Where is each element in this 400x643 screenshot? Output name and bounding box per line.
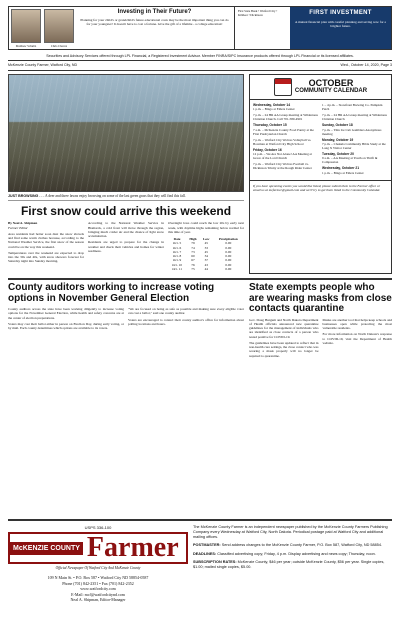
calendar-event <box>253 103 319 111</box>
table-cell: Oct. 8 <box>172 254 182 259</box>
article-snow-p3: According to the National Weather Service in Bismarck, a cold front will move through the region, bringing much colder air and the chance of light snow accumulation. <box>88 221 164 239</box>
ad-disclaimer: Securities and Advisory Services offered through LPL Financial, a Registered Investment Advisor. Member FINRA/SIPC Insurance products offered through LPL Financial or its licensed affiliates. <box>8 53 392 61</box>
article-voting-p2: Voters may cast their ballot either in person on Election Day, during early voting, or by mail. Each county determines which options are available to its voters. <box>8 321 124 331</box>
table-cell: 75 <box>191 266 195 271</box>
caption-text: A deer and three fawns enjoy browsing on some of the last green grass that they will find this fall. <box>45 193 186 198</box>
article-voting-p4: Voters are encouraged to contact their county auditor's office for information about polling locations and hours. <box>128 317 244 326</box>
table-cell: 0.00 <box>225 249 232 254</box>
table-cell: 37 <box>204 258 208 263</box>
weather-table-header: Low <box>203 237 210 242</box>
pub-website-link[interactable]: www.watfordcity.com <box>80 586 116 592</box>
table-cell: 0.00 <box>225 266 232 271</box>
calendar-event <box>322 123 388 135</box>
table-cell: Oct. 10 <box>172 262 183 267</box>
calendar-event-text: 7 p.m. – Thin Ice Cub Gamblers Anonymous meeting <box>322 127 382 136</box>
table-row <box>168 267 244 271</box>
article-voting-p3: "We are focused on being as safe as possible and making sure every eligible voter can cast a ballot," said one county auditor. <box>128 307 244 316</box>
bank-info: First State Bank • Watford City • Killdeer • Dickinson <box>238 9 278 17</box>
table-cell: 0.00 <box>225 254 232 259</box>
ad-photo-2 <box>44 9 74 49</box>
page-masthead <box>8 61 392 70</box>
calendar-event <box>253 113 319 121</box>
top-left <box>8 74 244 274</box>
calendar-event <box>322 166 388 174</box>
weather-table-header: Precipitation <box>218 237 238 242</box>
weather-table <box>168 237 244 271</box>
calendar-event <box>322 138 388 150</box>
pub-address: 109 N Main St. • P.O. Box 587 • Watford City ND 58854-0587 <box>47 575 149 581</box>
article-masks-columns <box>249 318 392 360</box>
table-cell: 76 <box>191 262 195 267</box>
bank-sub: A mutual financial plan with careful planning and saving now for a brighter future. <box>294 19 387 28</box>
subscription-text: McKenzie County, $46 per year; outside McKenzie County, $56 per year. Single copies, $1.00; mailed single copies, $5.00. <box>193 559 385 569</box>
table-cell: 34 <box>204 254 208 259</box>
lower-section <box>8 278 392 360</box>
usps-number: USPS 336-100 <box>84 525 112 530</box>
article-masks-col-2 <box>323 318 393 360</box>
publication-info <box>8 575 188 602</box>
article-masks-col-1 <box>249 318 319 360</box>
table-cell: Oct. 5 <box>172 241 182 246</box>
table-cell: 79 <box>191 241 195 246</box>
ad-photo-1-caption: Matthew Schultz <box>15 44 37 49</box>
calendar-col-2 <box>322 103 388 177</box>
table-cell: 44 <box>204 266 208 271</box>
calendar-title-bottom: COMMUNITY CALENDAR <box>294 88 368 95</box>
caption-lead: JUST BROWSING . . . <box>8 193 45 198</box>
calendar-event-text: 1 p.m. – Bingo at Elders Center <box>253 107 295 112</box>
calendar-title <box>295 79 367 94</box>
calendar-event-day: Thursday, October 15 <box>253 123 287 128</box>
article-masks-p1: Gov. Doug Burgum and North Dakota Department of Health officials announced new quarantine guidelines for the management of individuals who are identified as close contacts of a person who tested positive for COVID-19. <box>249 317 319 339</box>
calendar-icon <box>274 78 292 96</box>
ad-text <box>77 9 232 47</box>
calendar-event-day: Wednesday, October 21 <box>322 166 360 171</box>
photo-caption <box>8 192 244 201</box>
article-masks-p3: Masks are another tool that helps keep schools and businesses open while protecting the most vulnerable residents. <box>322 317 392 331</box>
table-cell: 0.00 <box>225 245 232 250</box>
article-snow-col-3 <box>168 221 244 274</box>
calendar-event <box>322 152 388 164</box>
calendar-col-1 <box>253 103 319 177</box>
article-snow-p4: Residents are urged to prepare for the change in weather and check their vehicles and homes for winter readiness. <box>88 240 164 253</box>
table-cell: 0.00 <box>225 258 232 263</box>
calendar-event-day: Monday, October 19 <box>322 137 354 142</box>
article-snow-p2: Temperatures over the weekend are expected to drop into the 30s and 40s, with snow showers forecast for Saturday night into Sunday morning. <box>8 250 84 264</box>
flag-name: Farmer <box>86 532 179 563</box>
calendar-event-text: 7 p.m. – Watford City Wolves Volleyball vs. Bowman at Watford City High School <box>253 137 312 146</box>
calendar-event-text: 7 p.m. – Watford City Wolves Football vs. Dickinson Trinity at the Rough Rider Center <box>253 162 312 171</box>
ad-photo-2-caption: Chris Chavez <box>50 44 68 49</box>
top-section <box>8 74 392 274</box>
article-voting-col-1 <box>8 307 124 332</box>
publication-footer <box>8 519 392 637</box>
flag-county: McKENZIE COUNTY <box>10 542 83 555</box>
article-voting-headline: County auditors working to increase voting options in November General Election <box>8 282 215 304</box>
footer-flag-area <box>8 525 188 637</box>
ad-photo-1 <box>11 9 41 49</box>
calendar-event-text: 7 p.m. – Chakula Community Bible Study at the Long X Visitor Center <box>322 141 386 150</box>
article-snow-byline-role: Farmer Editor <box>8 225 28 230</box>
flag-subtitle: Official Newspaper Of Watford City And McKenzie County <box>55 566 141 570</box>
calendar-event-day: Sunday, October 18 <box>322 123 353 128</box>
calendar-event-text: 7 p.m. – 24 HR AA Group meeting at Wilderness Christian Church. Call 701-580-4901 <box>253 113 318 122</box>
calendar-event-day: Friday, October 16 <box>253 147 282 152</box>
masthead-left: McKenzie County Farmer, Watford City, ND <box>8 63 78 68</box>
calendar-event-text: 9 a.m. – AA Meeting at Youth on Thrift & Compassion <box>322 156 378 165</box>
postmaster-text: Send address changes to the McKenzie County Farmer, P.O. Box 587, Watford City, ND 58854. <box>221 543 383 548</box>
calendar-title-top: OCTOBER <box>308 78 354 89</box>
community-calendar <box>249 74 392 274</box>
calendar-event-text: 7 p.m. – 24 HR AA Group meeting at Wilderness Christian Church <box>322 113 387 122</box>
article-snow-col-1 <box>8 221 84 274</box>
table-cell: 67 <box>191 258 195 263</box>
footer-notice <box>193 525 392 637</box>
calendar-event <box>253 162 319 170</box>
article-masks-p2: The guidelines have been updated to reflect that in non-health care settings, the close contact who was wearing a mask properly will no longer be required to quarantine. <box>249 340 319 358</box>
ad-left <box>9 7 234 49</box>
table-cell: 0.00 <box>225 241 232 246</box>
newspaper-flag <box>8 532 188 564</box>
calendar-event <box>253 148 319 160</box>
table-cell: 33 <box>204 245 208 250</box>
deer-photo <box>8 74 244 192</box>
article-snow-columns <box>8 221 244 274</box>
bank-name: FIRST INVESTMENT <box>309 10 372 16</box>
article-masks-headline: State exempts people who are wearing masks from close contacts quarantine <box>249 282 392 315</box>
table-cell: 73 <box>191 249 195 254</box>
article-snow-p5: Overnight lows could reach the low 20s by early next week, with daytime highs remaining below normal for this time of year. <box>168 221 244 234</box>
pub-phone: Phone (701) 842-2351 • Fax (701) 842-2352 <box>62 580 134 586</box>
calendar-event <box>322 103 388 111</box>
deadlines-text: Classified advertising copy; Friday, 4 p.m. Display advertising and news copy; Thursday, noon. <box>217 551 376 556</box>
calendar-event <box>253 123 319 135</box>
calendar-event <box>322 113 388 121</box>
subscription-label: SUBSCRIPTION RATES: <box>193 559 237 564</box>
weather-table-header: Date <box>173 237 181 242</box>
calendar-event-text: 7 a.m. – McKenzie County Food Pantry at the First Presbyterian Church <box>253 127 314 136</box>
pub-editor: Neal A. Shipman, Editor-Manager <box>70 597 126 603</box>
table-cell: 60 <box>191 254 195 259</box>
article-snow-byline: By Neal A. Shipman <box>8 221 38 226</box>
table-cell: Oct. 6 <box>172 245 182 250</box>
calendar-event-text: 1 – 4 p.m. – Storefront Brewing Co. Pumpkin Patch <box>322 102 383 112</box>
calendar-event-day: Tuesday, October 20 <box>322 152 354 157</box>
calendar-event <box>253 138 319 146</box>
article-snow-headline: First snow could arrive this weekend <box>20 204 232 219</box>
calendar-header <box>250 75 391 100</box>
article-voting <box>8 283 244 360</box>
footer-about: The McKenzie County Farmer is an independent newspaper published by the McKenzie County Farmers Publishing Company every Wednesday at Watford City, North Dakota. Periodical postage paid at Watford City and additional mailing offices. <box>193 525 388 540</box>
article-voting-col-2 <box>128 307 244 332</box>
article-snow-p1: Area residents had better soon dust the snow shovels and find some warm clothes because, according to the National Weather Service, the first snow of the season could be on the way this weekend. <box>8 231 84 249</box>
article-snow-col-2 <box>88 221 164 274</box>
article-voting-columns <box>8 307 244 332</box>
postmaster-label: POSTMASTER: <box>193 543 221 548</box>
pub-email-link[interactable]: E-Mail: mcf@watfordcitynd.com <box>71 591 125 597</box>
ad-body: Planning for your child's or grandchild's future educational costs may be the most important thing you can do for your youngster! It doesn't have to cost a fortune. Give the gift of a lifetime - a college education! <box>80 17 229 26</box>
calendar-columns <box>250 100 391 180</box>
table-cell: 0.00 <box>225 262 232 267</box>
article-masks-p4: For more information on North Dakota's response to COVID-19, visit the Department of Health website. <box>322 332 392 345</box>
table-cell: Oct. 7 <box>172 249 182 254</box>
calendar-event-text: 1 p.m. – Bingo at Elders Center <box>322 170 364 175</box>
table-cell: 45 <box>204 249 208 254</box>
table-cell: 74 <box>191 245 195 250</box>
calendar-footer: If you have upcoming events you would like listed, please submit them to the Farmer office or email us at mcfarmer@gmail.com and we'll try to get them listed in the Community Calendar. <box>250 180 391 196</box>
masthead-right: Wed., October 14, 2020, Page 3 <box>340 63 392 68</box>
calendar-event-text: 12 p.m. – We Are Not Alone! AA Meeting at Grace of the Lord Church <box>253 152 312 161</box>
table-cell: 45 <box>204 241 208 246</box>
weather-table-header: High <box>189 237 197 242</box>
table-cell: Oct. 11 <box>172 266 182 271</box>
bank-logo <box>290 7 391 49</box>
table-cell: Oct. 9 <box>172 258 182 263</box>
ad-headline: Investing in Their Future? <box>117 9 192 15</box>
ad-right <box>234 7 391 49</box>
calendar-event-day: Wednesday, October 14 <box>253 102 291 107</box>
investment-ad[interactable] <box>8 6 392 50</box>
article-masks <box>249 283 392 360</box>
article-voting-p1: County auditors across the state have been working diligently to increase voting options for the November General Election, while health and safety concerns are at the center of election preparations. <box>8 307 124 320</box>
deadlines-label: DEADLINES: <box>193 551 217 556</box>
table-cell: 43 <box>204 262 208 267</box>
